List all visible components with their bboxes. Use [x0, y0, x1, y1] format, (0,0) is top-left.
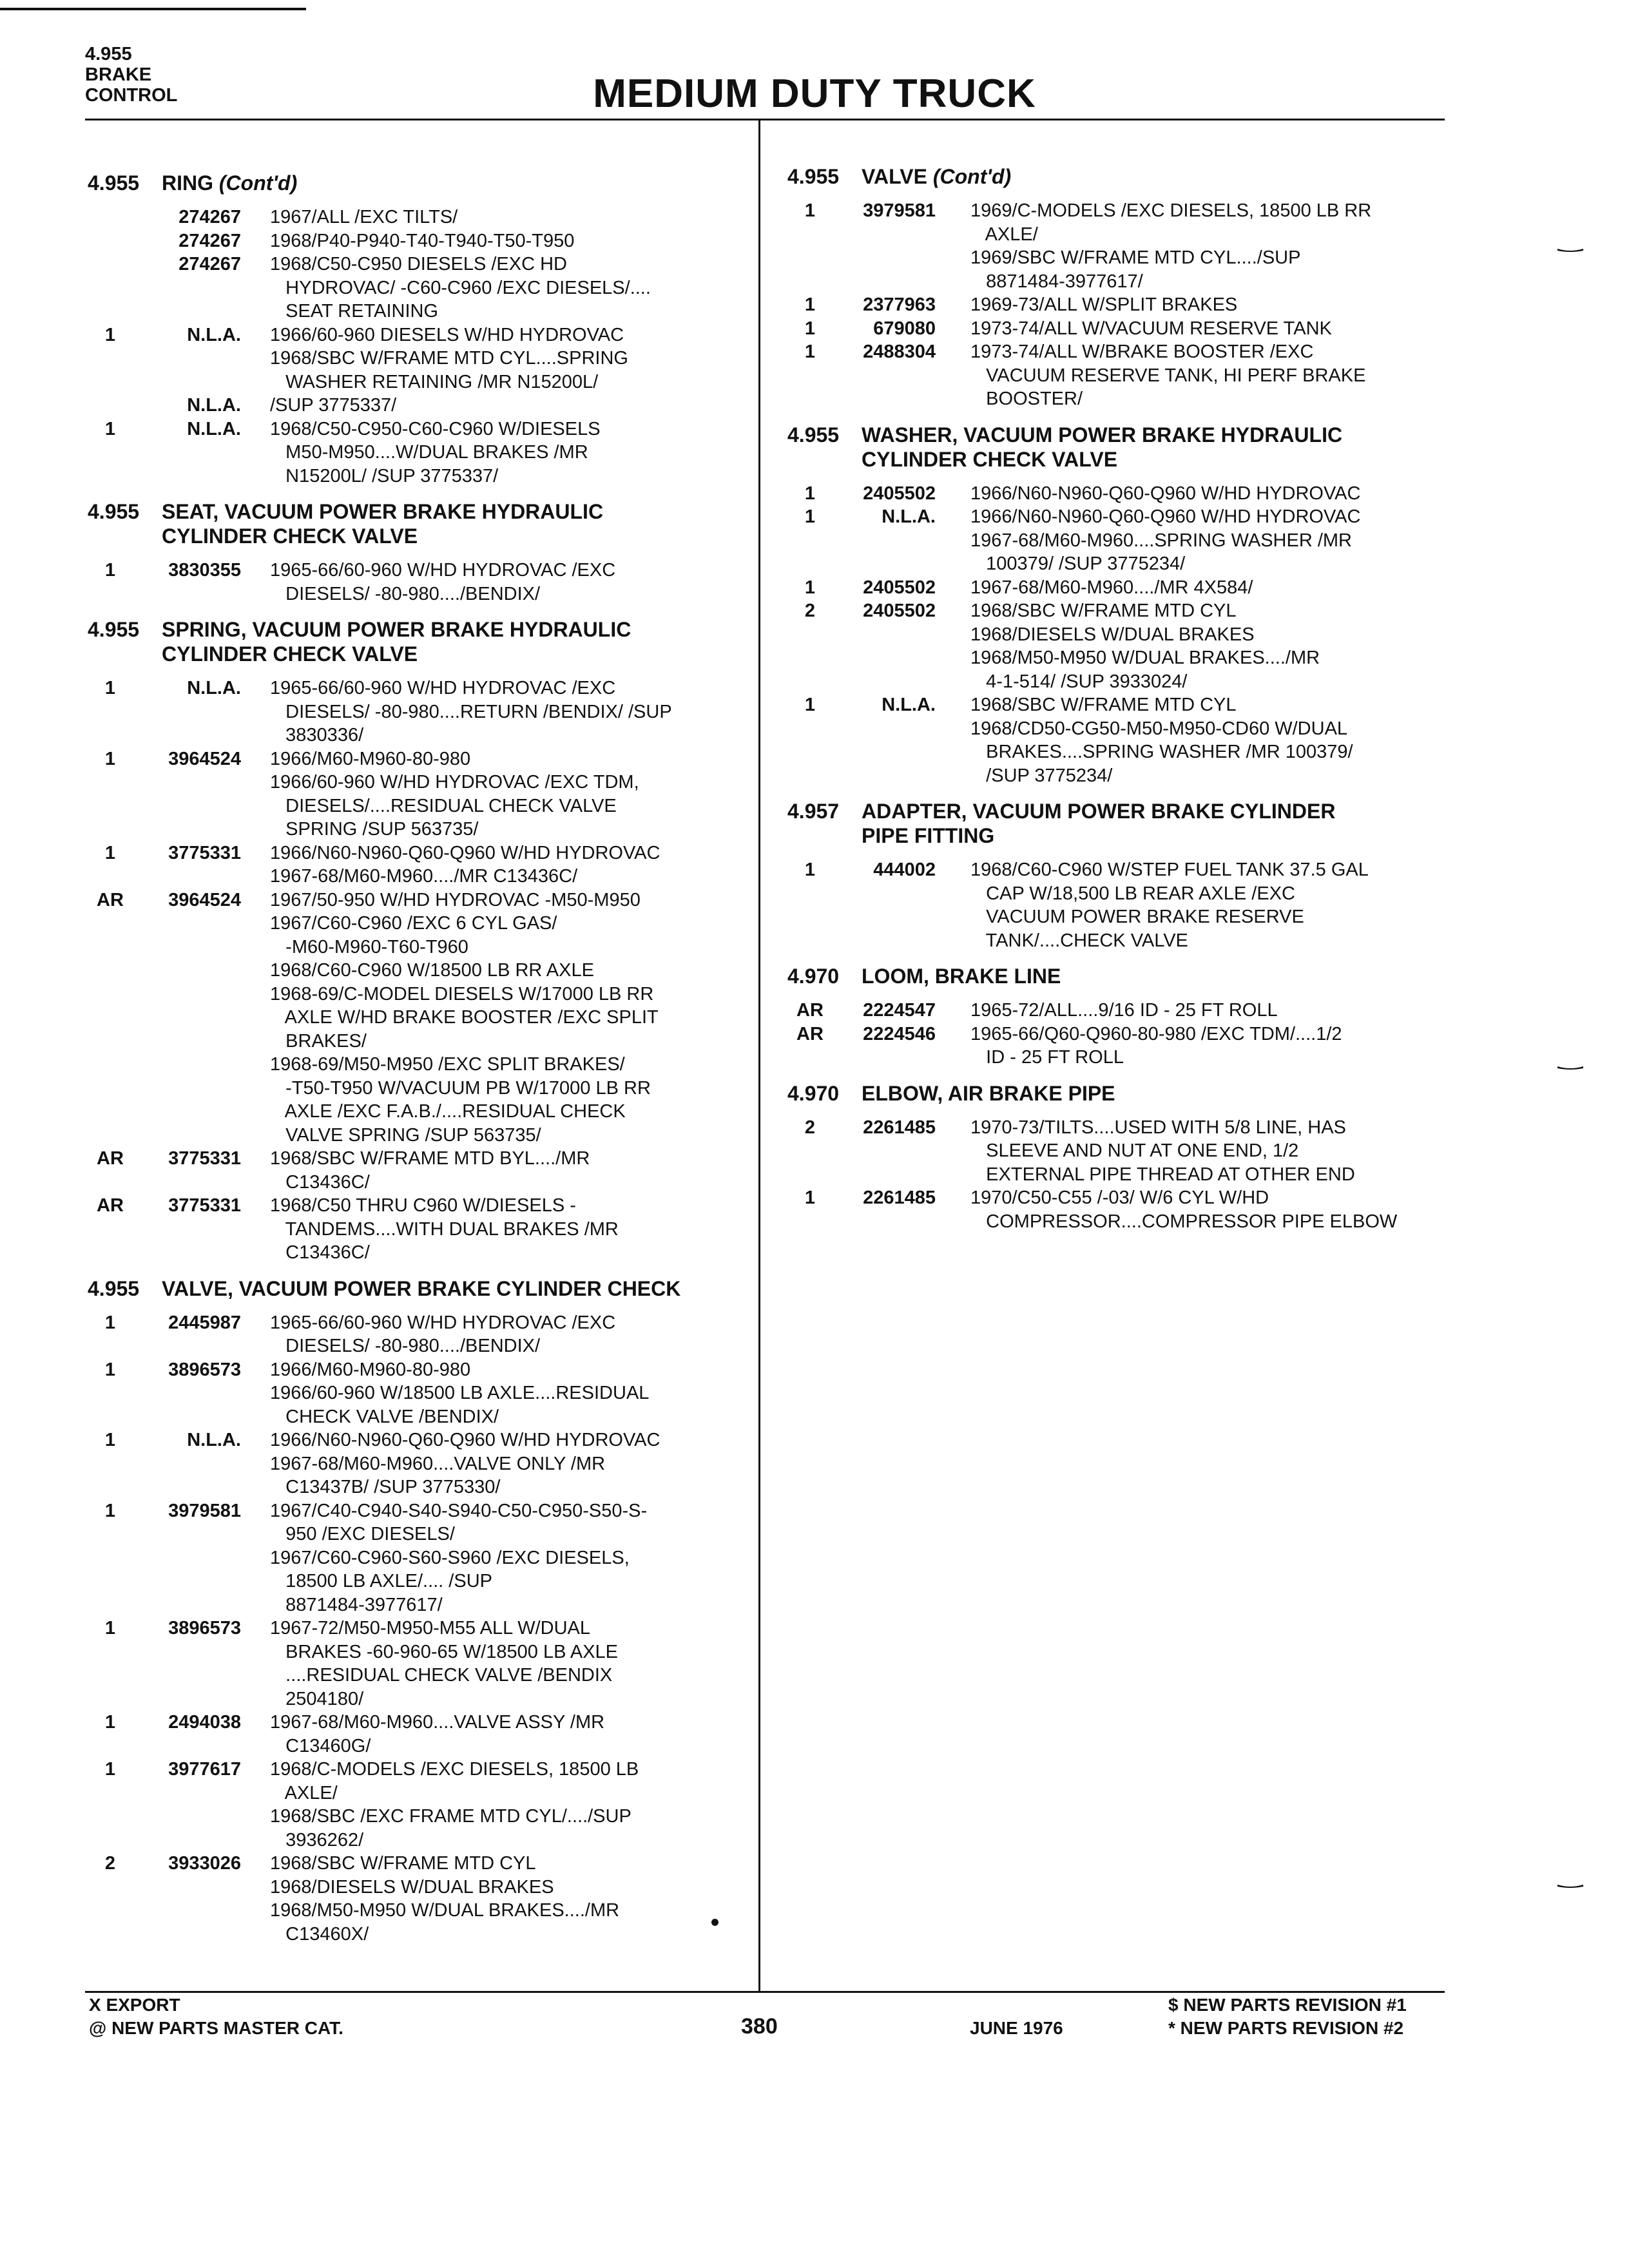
- section-name-line2: CONTROL: [85, 85, 178, 106]
- part-description: [270, 747, 751, 841]
- part-description: [270, 253, 751, 323]
- description-line: TANK/....CHECK VALVE: [970, 930, 1188, 951]
- group-heading: [88, 171, 751, 195]
- part-number: N.L.A.: [187, 1430, 241, 1450]
- part-number: 2224546: [863, 1023, 936, 1044]
- part-entry: [88, 1499, 751, 1617]
- footer-revision-2: * NEW PARTS REVISION #2: [1168, 2018, 1404, 2038]
- quantity: 1: [804, 318, 816, 339]
- description-line: ID - 25 FT ROLL: [970, 1047, 1124, 1068]
- part-description: [270, 206, 751, 229]
- part-entry: [88, 1711, 751, 1758]
- quantity: 1: [104, 1500, 116, 1521]
- quantity: 2: [804, 601, 816, 621]
- description-line: 1968/SBC W/FRAME MTD CYL: [970, 695, 1237, 715]
- part-number: 274267: [178, 230, 241, 251]
- quantity: 1: [804, 483, 816, 504]
- part-number: N.L.A.: [882, 506, 936, 527]
- part-number: 2405502: [863, 483, 936, 504]
- quantity: 1: [804, 577, 816, 598]
- group-number: 4.955: [88, 171, 140, 195]
- description-line: 1968/M50-M950 W/DUAL BRAKES..../MR: [970, 648, 1320, 668]
- part-number: 3775331: [168, 1195, 241, 1216]
- part-number: 3775331: [168, 842, 241, 863]
- part-number: 2261485: [863, 1117, 936, 1138]
- part-entry: [88, 559, 751, 606]
- part-entry: [88, 253, 751, 323]
- description-line: 1968/SBC W/FRAME MTD CYL....SPRING: [270, 348, 628, 369]
- part-number: 679080: [873, 318, 936, 339]
- quantity: 1: [104, 1712, 116, 1733]
- description-line: C13436C/: [270, 1171, 370, 1193]
- description-line: 1968/M50-M950 W/DUAL BRAKES..../MR: [270, 1900, 620, 1921]
- group-title: SEAT, VACUUM POWER BRAKE HYDRAULIC: [162, 500, 604, 523]
- section-number: 4.955: [85, 44, 132, 64]
- description-line: 1967/C60-C960-S60-S960 /EXC DIESELS,: [270, 1547, 630, 1568]
- description-line: 1968/C50-C950-C60-C960 W/DIESELS: [270, 418, 601, 439]
- description-line: EXTERNAL PIPE THREAD AT OTHER END: [970, 1164, 1355, 1185]
- description-line: 1966/60-960 DIESELS W/HD HYDROVAC: [270, 324, 624, 345]
- part-entry: [88, 841, 751, 889]
- description-line: 1968/C60-C960 W/STEP FUEL TANK 37.5 GAL: [970, 860, 1369, 880]
- description-line: 1966/M60-M960-80-980: [270, 748, 471, 769]
- quantity: AR: [796, 1000, 824, 1021]
- part-number: 3775331: [168, 1148, 241, 1169]
- part-number: 3830355: [168, 560, 241, 581]
- quantity: 1: [104, 678, 116, 698]
- part-number: 3964524: [168, 748, 241, 769]
- group-title-line2: CYLINDER CHECK VALVE: [162, 524, 418, 548]
- quantity: 2: [804, 1117, 816, 1138]
- quantity: 1: [104, 842, 116, 863]
- description-line: 1967/C40-C940-S40-S940-C50-C950-S50-S-: [270, 1500, 648, 1521]
- description-line: AXLE/: [970, 224, 1038, 245]
- description-line: HYDROVAC/ -C60-C960 /EXC DIESELS/....: [270, 277, 651, 298]
- quantity: 1: [104, 1618, 116, 1639]
- group-title: WASHER, VACUUM POWER BRAKE HYDRAULIC: [862, 423, 1343, 447]
- description-line: COMPRESSOR....COMPRESSOR PIPE ELBOW: [970, 1211, 1398, 1232]
- description-line: /SUP 3775234/: [970, 765, 1113, 786]
- part-entry: [88, 1617, 751, 1711]
- part-entry: [88, 206, 751, 229]
- group-heading: [787, 164, 1445, 189]
- quantity: 2: [104, 1853, 116, 1874]
- quantity: 1: [104, 560, 116, 581]
- part-description: [270, 1499, 751, 1617]
- description-line: 1968/CD50-CG50-M50-M950-CD60 W/DUAL: [970, 718, 1348, 739]
- group-heading-line: [787, 1081, 1445, 1106]
- part-description: [970, 317, 1445, 341]
- part-description: [270, 1852, 751, 1946]
- part-entry: [787, 576, 1445, 600]
- quantity: AR: [97, 889, 124, 910]
- group-heading-line: [88, 617, 751, 642]
- description-line: CHECK VALVE /BENDIX/: [270, 1406, 499, 1427]
- page-number: 380: [741, 2014, 778, 2039]
- description-line: SEAT RETAINING: [270, 301, 439, 322]
- part-entry: [88, 418, 751, 488]
- description-line: 1967/ALL /EXC TILTS/: [270, 207, 458, 227]
- part-description: [270, 1758, 751, 1852]
- description-line: SPRING /SUP 563735/: [270, 819, 479, 840]
- left-column: [88, 171, 751, 1946]
- description-line: 1973-74/ALL W/VACUUM RESERVE TANK: [970, 318, 1332, 339]
- part-entry: [88, 677, 751, 747]
- group-number: 4.955: [787, 165, 840, 188]
- part-description: [270, 394, 751, 418]
- part-description: [270, 1311, 751, 1358]
- description-line: 950 /EXC DIESELS/: [270, 1524, 455, 1544]
- description-line: 3936262/: [270, 1829, 364, 1850]
- quantity: 1: [104, 1430, 116, 1450]
- part-entry: [88, 1147, 751, 1194]
- part-number: 274267: [178, 207, 241, 227]
- description-line: C13436C/: [270, 1242, 370, 1263]
- description-line: 1967-72/M50-M950-M55 ALL W/DUAL: [270, 1618, 590, 1639]
- part-description: [270, 1147, 751, 1194]
- part-description: [970, 693, 1445, 787]
- part-entry: [88, 1852, 751, 1946]
- part-description: [970, 293, 1445, 317]
- description-line: BRAKES/: [270, 1030, 367, 1052]
- description-line: 1968/SBC W/FRAME MTD BYL..../MR: [270, 1148, 590, 1169]
- footer-date: JUNE 1976: [970, 2018, 1063, 2038]
- part-description: [270, 1617, 751, 1711]
- quantity: 1: [104, 418, 116, 439]
- description-line: DIESELS/ -80-980..../BENDIX/: [270, 583, 541, 604]
- group-heading-line: [88, 499, 751, 524]
- group-heading: [88, 499, 751, 548]
- top-rule: [0, 8, 306, 10]
- description-line: ....RESIDUAL CHECK VALVE /BENDIX: [270, 1665, 613, 1686]
- part-description: [270, 889, 751, 1148]
- part-description: [970, 858, 1445, 952]
- group-title: LOOM, BRAKE LINE: [862, 965, 1061, 988]
- group-title: VALVE, VACUUM POWER BRAKE CYLINDER CHECK: [162, 1276, 681, 1300]
- description-line: 1967/C60-C960 /EXC 6 CYL GAS/: [270, 913, 557, 934]
- part-description: [970, 505, 1445, 576]
- part-number: 2494038: [168, 1712, 241, 1733]
- part-number: 2224547: [863, 1000, 936, 1021]
- group-heading: [787, 799, 1445, 848]
- quantity: 1: [804, 200, 816, 221]
- description-line: 1966/N60-N960-Q60-Q960 W/HD HYDROVAC: [970, 506, 1361, 527]
- description-line: 1968/C-MODELS /EXC DIESELS, 18500 LB: [270, 1759, 639, 1780]
- description-line: C13437B/ /SUP 3775330/: [270, 1477, 501, 1497]
- quantity: AR: [97, 1148, 124, 1169]
- part-number: 444002: [873, 860, 936, 880]
- part-entry: [88, 1194, 751, 1265]
- description-line: 1968/DIESELS W/DUAL BRAKES: [270, 1876, 554, 1898]
- description-line: TANDEMS....WITH DUAL BRAKES /MR: [270, 1218, 619, 1240]
- description-line: C13460G/: [270, 1735, 371, 1756]
- description-line: VACUUM RESERVE TANK, HI PERF BRAKE: [970, 365, 1366, 386]
- part-entry: [787, 858, 1445, 952]
- quantity: AR: [796, 1023, 824, 1044]
- description-line: 2504180/: [270, 1688, 364, 1709]
- quantity: 1: [804, 506, 816, 527]
- part-entry: [787, 1023, 1445, 1070]
- description-line: SLEEVE AND NUT AT ONE END, 1/2: [970, 1140, 1299, 1161]
- quantity: 1: [804, 1187, 816, 1208]
- description-line: 8871484-3977617/: [970, 271, 1143, 292]
- description-line: M50-M950....W/DUAL BRAKES /MR: [270, 442, 588, 463]
- part-description: [270, 418, 751, 488]
- group-title: ADAPTER, VACUUM POWER BRAKE CYLINDER: [862, 800, 1336, 823]
- part-entry: [787, 999, 1445, 1023]
- margin-tick-mark: [1557, 1883, 1583, 1889]
- part-entry: [88, 394, 751, 418]
- group-number: 4.955: [88, 1276, 140, 1300]
- quantity: 1: [104, 1359, 116, 1380]
- part-number: N.L.A.: [187, 678, 241, 698]
- part-description: [270, 841, 751, 889]
- description-line: DIESELS/ -80-980..../BENDIX/: [270, 1336, 541, 1356]
- continued-label: (Cont'd): [218, 171, 298, 195]
- part-entry: [787, 1116, 1445, 1187]
- description-line: DIESELS/ -80-980....RETURN /BENDIX/ /SUP: [270, 701, 672, 722]
- part-description: [970, 1116, 1445, 1187]
- part-description: [970, 340, 1445, 411]
- right-column: [787, 164, 1445, 1233]
- part-entry: [787, 293, 1445, 317]
- part-description: [970, 576, 1445, 600]
- description-line: 1968/C50-C950 DIESELS /EXC HD: [270, 254, 567, 274]
- description-line: 1968/SBC W/FRAME MTD CYL: [270, 1853, 536, 1874]
- part-number: N.L.A.: [187, 324, 241, 345]
- part-entry: [787, 317, 1445, 341]
- description-line: BRAKES -60-960-65 W/18500 LB AXLE: [270, 1641, 619, 1662]
- quantity: 1: [104, 1312, 116, 1333]
- part-entry: [787, 599, 1445, 693]
- description-line: 1969-73/ALL W/SPLIT BRAKES: [970, 294, 1238, 315]
- description-line: 1968/SBC /EXC FRAME MTD CYL/..../SUP: [270, 1806, 631, 1827]
- part-number: 2488304: [863, 341, 936, 362]
- quantity: 1: [804, 341, 816, 362]
- description-line: 1970/C50-C55 /-03/ W/6 CYL W/HD: [970, 1187, 1269, 1208]
- description-line: 1973-74/ALL W/BRAKE BOOSTER /EXC: [970, 341, 1314, 362]
- quantity: 1: [104, 748, 116, 769]
- group-heading-line: [88, 171, 751, 195]
- description-line: 8871484-3977617/: [270, 1594, 443, 1615]
- part-entry: [787, 693, 1445, 787]
- description-line: VALVE SPRING /SUP 563735/: [270, 1124, 541, 1146]
- description-line: 1968-69/M50-M950 /EXC SPLIT BRAKES/: [270, 1054, 625, 1075]
- part-entry: [88, 747, 751, 841]
- description-line: 1965-66/60-960 W/HD HYDROVAC /EXC: [270, 678, 616, 698]
- description-line: 1967-68/M60-M960..../MR C13436C/: [270, 866, 578, 887]
- description-line: 1967-68/M60-M960....VALVE ONLY /MR: [270, 1453, 606, 1474]
- description-line: AXLE /EXC F.A.B./....RESIDUAL CHECK: [270, 1101, 626, 1122]
- group-heading-line: [787, 423, 1445, 447]
- part-description: [270, 1358, 751, 1429]
- margin-tick-mark: [1557, 1064, 1583, 1071]
- part-entry: [787, 199, 1445, 293]
- footer-rule: [85, 1991, 1445, 1993]
- group-title: ELBOW, AIR BRAKE PIPE: [862, 1081, 1115, 1105]
- group-number: 4.957: [787, 800, 840, 823]
- description-line: N15200L/ /SUP 3775337/: [270, 465, 499, 486]
- description-line: VACUUM POWER BRAKE RESERVE: [970, 907, 1304, 927]
- part-number: N.L.A.: [187, 395, 241, 416]
- part-entry: [88, 1428, 751, 1499]
- part-description: [970, 1186, 1445, 1233]
- group-heading-line: [787, 964, 1445, 988]
- part-number: 3964524: [168, 889, 241, 910]
- description-line: CAP W/18,500 LB REAR AXLE /EXC: [970, 883, 1295, 904]
- group-title-line2: PIPE FITTING: [862, 824, 995, 847]
- part-number: 3896573: [168, 1359, 241, 1380]
- part-number: 2261485: [863, 1187, 936, 1208]
- part-number: N.L.A.: [882, 695, 936, 715]
- description-line: 1968/P40-P940-T40-T940-T50-T950: [270, 230, 575, 251]
- group-title: SPRING, VACUUM POWER BRAKE HYDRAULIC: [162, 618, 631, 641]
- description-line: 1967-68/M60-M960....VALVE ASSY /MR: [270, 1712, 605, 1733]
- part-number: 2405502: [863, 577, 936, 598]
- part-description: [270, 323, 751, 394]
- part-number: 3979581: [168, 1500, 241, 1521]
- part-description: [970, 199, 1445, 293]
- description-line: 1968/C60-C960 W/18500 LB RR AXLE: [270, 960, 594, 981]
- group-number: 4.970: [787, 965, 840, 988]
- description-line: 1965-66/Q60-Q960-80-980 /EXC TDM/....1/2: [970, 1023, 1342, 1044]
- section-name-line1: BRAKE: [85, 64, 152, 85]
- part-entry: [88, 229, 751, 253]
- description-line: 18500 LB AXLE/.... /SUP: [270, 1571, 492, 1591]
- part-number: 274267: [178, 254, 241, 274]
- description-line: DIESELS/....RESIDUAL CHECK VALVE: [270, 795, 617, 816]
- group-number: 4.970: [787, 1081, 840, 1105]
- footer-export-note: X EXPORT: [89, 1995, 180, 2015]
- description-line: C13460X/: [270, 1923, 369, 1945]
- part-number: 2445987: [168, 1312, 241, 1333]
- group-heading-line: [787, 164, 1445, 189]
- description-line: 1968/SBC W/FRAME MTD CYL: [970, 601, 1237, 621]
- part-description: [270, 229, 751, 253]
- part-number: 3933026: [168, 1853, 241, 1874]
- part-description: [970, 482, 1445, 506]
- description-line: 1966/N60-N960-Q60-Q960 W/HD HYDROVAC: [270, 842, 660, 863]
- quantity: 1: [104, 324, 116, 345]
- group-number: 4.955: [787, 423, 840, 447]
- description-line: 1965-66/60-960 W/HD HYDROVAC /EXC: [270, 1312, 616, 1333]
- description-line: 1966/60-960 W/HD HYDROVAC /EXC TDM,: [270, 772, 639, 793]
- group-heading: [88, 617, 751, 666]
- part-number: 2405502: [863, 601, 936, 621]
- description-line: AXLE/: [270, 1782, 338, 1803]
- part-description: [270, 1194, 751, 1265]
- description-line: 1966/60-960 W/18500 LB AXLE....RESIDUAL: [270, 1383, 650, 1403]
- part-entry: [88, 1758, 751, 1852]
- part-number: 3977617: [168, 1759, 241, 1780]
- part-description: [970, 999, 1445, 1023]
- description-line: 1970-73/TILTS....USED WITH 5/8 LINE, HAS: [970, 1117, 1346, 1138]
- part-description: [970, 1023, 1445, 1070]
- continued-label: (Cont'd): [932, 165, 1012, 188]
- group-title: VALVE: [862, 165, 927, 188]
- part-description: [270, 1428, 751, 1499]
- description-line: 100379/ /SUP 3775234/: [970, 553, 1186, 574]
- part-number: N.L.A.: [187, 418, 241, 439]
- description-line: 1967-68/M60-M960....SPRING WASHER /MR: [970, 530, 1352, 551]
- group-heading: [787, 423, 1445, 472]
- revision-bullet-mark: [711, 1919, 718, 1926]
- page-title: MEDIUM DUTY TRUCK: [593, 72, 1036, 116]
- description-line: 3830336/: [270, 725, 364, 745]
- part-entry: [787, 340, 1445, 411]
- quantity: 1: [804, 294, 816, 315]
- part-number: 3896573: [168, 1618, 241, 1639]
- part-number: 3979581: [863, 200, 936, 221]
- part-description: [270, 1711, 751, 1758]
- group-heading: [787, 1081, 1445, 1106]
- description-line: 1966/N60-N960-Q60-Q960 W/HD HYDROVAC: [270, 1430, 660, 1450]
- quantity: AR: [97, 1195, 124, 1216]
- description-line: AXLE W/HD BRAKE BOOSTER /EXC SPLIT: [270, 1007, 659, 1028]
- quantity: 1: [104, 1759, 116, 1780]
- description-line: 1965-72/ALL....9/16 ID - 25 FT ROLL: [970, 1000, 1278, 1021]
- description-line: -M60-M960-T60-T960: [270, 936, 468, 957]
- description-line: 1966/M60-M960-80-980: [270, 1359, 471, 1380]
- part-entry: [787, 1186, 1445, 1233]
- description-line: 1969/C-MODELS /EXC DIESELS, 18500 LB RR: [970, 200, 1372, 221]
- part-entry: [88, 889, 751, 1148]
- group-title: RING: [162, 171, 213, 195]
- part-description: [270, 559, 751, 606]
- description-line: /SUP 3775337/: [270, 395, 397, 416]
- group-heading-line: [787, 799, 1445, 823]
- quantity: 1: [804, 695, 816, 715]
- part-entry: [88, 1311, 751, 1358]
- part-entry: [88, 323, 751, 394]
- description-line: 1968/DIESELS W/DUAL BRAKES: [970, 624, 1255, 645]
- part-description: [970, 599, 1445, 693]
- description-line: BOOSTER/: [970, 389, 1083, 409]
- part-description: [270, 677, 751, 747]
- part-entry: [88, 1358, 751, 1429]
- part-entry: [787, 482, 1445, 506]
- footer-master-cat-note: @ NEW PARTS MASTER CAT.: [89, 2018, 343, 2038]
- description-line: 1965-66/60-960 W/HD HYDROVAC /EXC: [270, 560, 616, 581]
- part-number: 2377963: [863, 294, 936, 315]
- description-line: 1968-69/C-MODEL DIESELS W/17000 LB RR: [270, 983, 654, 1004]
- group-heading: [88, 1276, 751, 1301]
- group-heading-line: [88, 1276, 751, 1301]
- group-title-line2: CYLINDER CHECK VALVE: [162, 642, 418, 666]
- description-line: 1967/50-950 W/HD HYDROVAC -M50-M950: [270, 889, 641, 910]
- description-line: 1968/C50 THRU C960 W/DIESELS -: [270, 1195, 576, 1216]
- description-line: 1966/N60-N960-Q60-Q960 W/HD HYDROVAC: [970, 483, 1361, 504]
- group-heading: [787, 964, 1445, 988]
- description-line: WASHER RETAINING /MR N15200L/: [270, 371, 599, 392]
- group-number: 4.955: [88, 618, 140, 641]
- part-entry: [787, 505, 1445, 576]
- description-line: BRAKES....SPRING WASHER /MR 100379/: [970, 742, 1353, 762]
- description-line: 1969/SBC W/FRAME MTD CYL..../SUP: [970, 247, 1301, 268]
- group-title-line2: CYLINDER CHECK VALVE: [862, 447, 1118, 471]
- quantity: 1: [804, 860, 816, 880]
- description-line: 1967-68/M60-M960..../MR 4X584/: [970, 577, 1253, 598]
- group-number: 4.955: [88, 500, 140, 523]
- description-line: 4-1-514/ /SUP 3933024/: [970, 671, 1188, 692]
- header-rule: [85, 119, 1445, 120]
- footer-revision-1: $ NEW PARTS REVISION #1: [1168, 1995, 1407, 2015]
- margin-tick-mark: [1557, 247, 1583, 253]
- description-line: -T50-T950 W/VACUUM PB W/17000 LB RR: [270, 1077, 651, 1099]
- column-divider: [758, 120, 760, 1992]
